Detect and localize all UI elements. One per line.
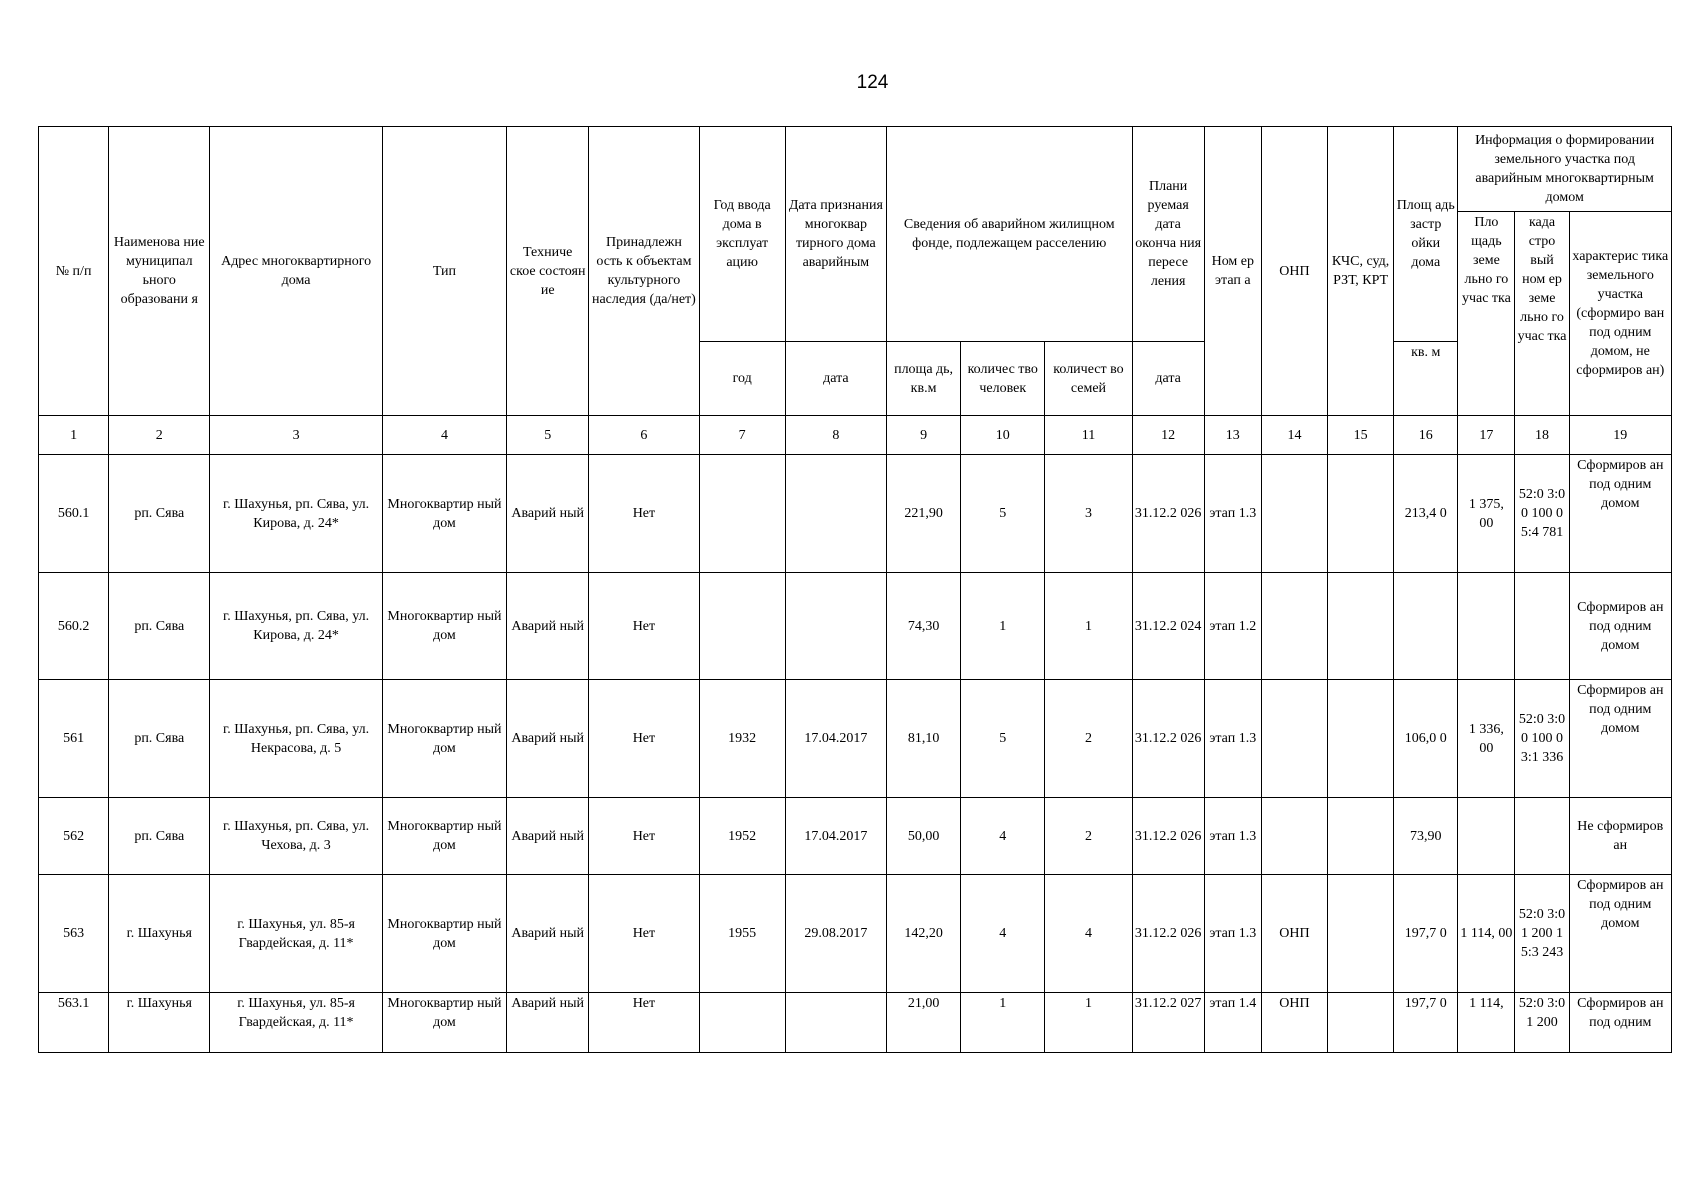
onp: ОНП <box>1261 993 1327 1053</box>
header-cell: № п/п <box>39 127 109 416</box>
plot-characteristic: Сформиров ан под одним домом <box>1569 455 1671 573</box>
header-cell: ОНП <box>1261 127 1327 416</box>
address: г. Шахунья, рп. Сява, ул. Кирова, д. 24* <box>210 573 382 680</box>
header-cell: количест во семей <box>1045 342 1132 416</box>
year-commissioned <box>699 573 785 680</box>
header-cell: Адрес многоквартирного дома <box>210 127 382 416</box>
table-row <box>39 680 1672 798</box>
family-count: 2 <box>1045 680 1132 798</box>
technical-state: Аварий ный <box>507 875 589 993</box>
people-count: 4 <box>961 875 1045 993</box>
building-area <box>1394 573 1458 680</box>
column-number: 2 <box>109 416 210 455</box>
family-count: 3 <box>1045 455 1132 573</box>
technical-state: Аварий ный <box>507 680 589 798</box>
table-row <box>39 455 1672 573</box>
address: г. Шахунья, рп. Сява, ул. Некрасова, д. 5 <box>210 680 382 798</box>
people-count: 1 <box>961 993 1045 1053</box>
area: 21,00 <box>886 993 960 1053</box>
column-number: 9 <box>886 416 960 455</box>
column-number: 5 <box>507 416 589 455</box>
row-number: 562 <box>39 798 109 875</box>
header-cell: Принадлежн ость к объектам культурного наследия (да/нет) <box>589 127 699 416</box>
planned-date: 31.12.2 026 <box>1132 875 1204 993</box>
header-cell: дата <box>1132 342 1204 416</box>
area: 221,90 <box>886 455 960 573</box>
stage: этап 1.3 <box>1204 455 1261 573</box>
table-row <box>39 993 1672 1053</box>
plot-characteristic: Сформиров ан под одним домом <box>1569 573 1671 680</box>
year-commissioned <box>699 993 785 1053</box>
planned-date: 31.12.2 024 <box>1132 573 1204 680</box>
column-number-row <box>39 416 1672 455</box>
municipality: рп. Сява <box>109 680 210 798</box>
cadastral-number <box>1515 573 1569 680</box>
column-number: 7 <box>699 416 785 455</box>
technical-state: Аварий ный <box>507 798 589 875</box>
building-type: Многоквартир ный дом <box>382 875 506 993</box>
row-number: 561 <box>39 680 109 798</box>
stage: этап 1.4 <box>1204 993 1261 1053</box>
column-number: 16 <box>1394 416 1458 455</box>
heritage: Нет <box>589 455 699 573</box>
column-number: 15 <box>1328 416 1394 455</box>
address: г. Шахунья, ул. 85-я Гвардейская, д. 11* <box>210 875 382 993</box>
technical-state: Аварий ный <box>507 455 589 573</box>
plot-area: 1 375, 00 <box>1458 455 1515 573</box>
family-count: 2 <box>1045 798 1132 875</box>
header-cell: кв. м <box>1394 342 1458 416</box>
building-area: 197,7 0 <box>1394 993 1458 1053</box>
year-commissioned: 1932 <box>699 680 785 798</box>
area: 74,30 <box>886 573 960 680</box>
stage: этап 1.3 <box>1204 875 1261 993</box>
heritage: Нет <box>589 875 699 993</box>
heritage: Нет <box>589 993 699 1053</box>
header-cell: площа дь, кв.м <box>886 342 960 416</box>
building-type: Многоквартир ный дом <box>382 798 506 875</box>
heritage: Нет <box>589 798 699 875</box>
onp: ОНП <box>1261 875 1327 993</box>
planned-date: 31.12.2 027 <box>1132 993 1204 1053</box>
technical-state: Аварий ный <box>507 993 589 1053</box>
date-recognized <box>785 455 886 573</box>
table-row <box>39 798 1672 875</box>
cadastral-number: 52:0 3:00 100 03:1 336 <box>1515 680 1569 798</box>
row-number: 563 <box>39 875 109 993</box>
header-cell: КЧС, суд, РЗТ, КРТ <box>1328 127 1394 416</box>
family-count: 1 <box>1045 993 1132 1053</box>
column-number: 1 <box>39 416 109 455</box>
plot-area: 1 114, 00 <box>1458 875 1515 993</box>
table-row <box>39 875 1672 993</box>
date-recognized: 29.08.2017 <box>785 875 886 993</box>
municipality: рп. Сява <box>109 573 210 680</box>
plot-area: 1 336, 00 <box>1458 680 1515 798</box>
building-type: Многоквартир ный дом <box>382 680 506 798</box>
column-number: 18 <box>1515 416 1569 455</box>
column-number: 17 <box>1458 416 1515 455</box>
onp <box>1261 680 1327 798</box>
stage: этап 1.2 <box>1204 573 1261 680</box>
date-recognized <box>785 993 886 1053</box>
building-area: 197,7 0 <box>1394 875 1458 993</box>
onp <box>1261 455 1327 573</box>
column-number: 19 <box>1569 416 1671 455</box>
year-commissioned: 1955 <box>699 875 785 993</box>
cadastral-number: 52:0 3:01 200 15:3 243 <box>1515 875 1569 993</box>
plot-characteristic: Сформиров ан под одним домом <box>1569 875 1671 993</box>
housing-registry-table <box>38 126 1672 1053</box>
column-number: 8 <box>785 416 886 455</box>
header-cell: Площ адь застр ойки дома <box>1394 127 1458 342</box>
row-number: 560.1 <box>39 455 109 573</box>
technical-state: Аварий ный <box>507 573 589 680</box>
building-type: Многоквартир ный дом <box>382 993 506 1053</box>
stage: этап 1.3 <box>1204 680 1261 798</box>
table-body <box>39 455 1672 1053</box>
header-cell: дата <box>785 342 886 416</box>
header-cell: Сведения об аварийном жилищном фонде, подлежащем расселению <box>886 127 1132 342</box>
header-cell: характерис тика земельного участка (сформиро ван под одним домом, не сформиров ан) <box>1569 212 1671 416</box>
year-commissioned <box>699 455 785 573</box>
heritage: Нет <box>589 680 699 798</box>
cadastral-number: 52:0 3:00 100 05:4 781 <box>1515 455 1569 573</box>
area: 142,20 <box>886 875 960 993</box>
plot-area: 1 114, <box>1458 993 1515 1053</box>
area: 50,00 <box>886 798 960 875</box>
kchs <box>1328 455 1394 573</box>
people-count: 4 <box>961 798 1045 875</box>
date-recognized: 17.04.2017 <box>785 680 886 798</box>
column-number: 3 <box>210 416 382 455</box>
year-commissioned: 1952 <box>699 798 785 875</box>
plot-characteristic: Сформиров ан под одним <box>1569 993 1671 1053</box>
header-cell: Техниче ское состоян ие <box>507 127 589 416</box>
column-number: 6 <box>589 416 699 455</box>
address: г. Шахунья, рп. Сява, ул. Кирова, д. 24* <box>210 455 382 573</box>
header-cell: Наименова ние муниципал ьного образовани я <box>109 127 210 416</box>
column-number: 11 <box>1045 416 1132 455</box>
cadastral-number: 52:0 3:01 200 <box>1515 993 1569 1053</box>
address: г. Шахунья, ул. 85-я Гвардейская, д. 11* <box>210 993 382 1053</box>
municipality: г. Шахунья <box>109 993 210 1053</box>
plot-characteristic: Сформиров ан под одним домом <box>1569 680 1671 798</box>
people-count: 5 <box>961 680 1045 798</box>
row-number: 563.1 <box>39 993 109 1053</box>
address: г. Шахунья, рп. Сява, ул. Чехова, д. 3 <box>210 798 382 875</box>
municipality: рп. Сява <box>109 455 210 573</box>
header-cell: Ном ер этап а <box>1204 127 1261 416</box>
planned-date: 31.12.2 026 <box>1132 455 1204 573</box>
planned-date: 31.12.2 026 <box>1132 798 1204 875</box>
kchs <box>1328 680 1394 798</box>
header-cell: када стро вый ном ер земе льно го учас тка <box>1515 212 1569 416</box>
column-number: 4 <box>382 416 506 455</box>
building-type: Многоквартир ный дом <box>382 573 506 680</box>
header-cell: Дата признания многоквар тирного дома аварийным <box>785 127 886 342</box>
date-recognized <box>785 573 886 680</box>
kchs <box>1328 875 1394 993</box>
header-cell: Плани руемая дата оконча ния пересе ления <box>1132 127 1204 342</box>
building-area: 213,4 0 <box>1394 455 1458 573</box>
kchs <box>1328 993 1394 1053</box>
column-number: 13 <box>1204 416 1261 455</box>
header-cell: Пло щадь земе льно го учас тка <box>1458 212 1515 416</box>
building-type: Многоквартир ный дом <box>382 455 506 573</box>
building-area: 106,0 0 <box>1394 680 1458 798</box>
header-cell: год <box>699 342 785 416</box>
header-cell: количес тво человек <box>961 342 1045 416</box>
stage: этап 1.3 <box>1204 798 1261 875</box>
kchs <box>1328 573 1394 680</box>
family-count: 4 <box>1045 875 1132 993</box>
people-count: 5 <box>961 455 1045 573</box>
date-recognized: 17.04.2017 <box>785 798 886 875</box>
area: 81,10 <box>886 680 960 798</box>
column-number: 14 <box>1261 416 1327 455</box>
page-number: 124 <box>856 72 889 93</box>
onp <box>1261 798 1327 875</box>
header-cell: Тип <box>382 127 506 416</box>
row-number: 560.2 <box>39 573 109 680</box>
municipality: рп. Сява <box>109 798 210 875</box>
cadastral-number <box>1515 798 1569 875</box>
header-cell: Год ввода дома в эксплуат ацию <box>699 127 785 342</box>
people-count: 1 <box>961 573 1045 680</box>
onp <box>1261 573 1327 680</box>
column-number: 10 <box>961 416 1045 455</box>
planned-date: 31.12.2 026 <box>1132 680 1204 798</box>
table-row <box>39 573 1672 680</box>
plot-characteristic: Не сформиров ан <box>1569 798 1671 875</box>
kchs <box>1328 798 1394 875</box>
heritage: Нет <box>589 573 699 680</box>
table-header <box>39 127 1672 455</box>
family-count: 1 <box>1045 573 1132 680</box>
column-number: 12 <box>1132 416 1204 455</box>
header-cell: Информация о формировании земельного участка под аварийным многоквартирным домом <box>1458 127 1672 212</box>
municipality: г. Шахунья <box>109 875 210 993</box>
building-area: 73,90 <box>1394 798 1458 875</box>
plot-area <box>1458 798 1515 875</box>
plot-area <box>1458 573 1515 680</box>
